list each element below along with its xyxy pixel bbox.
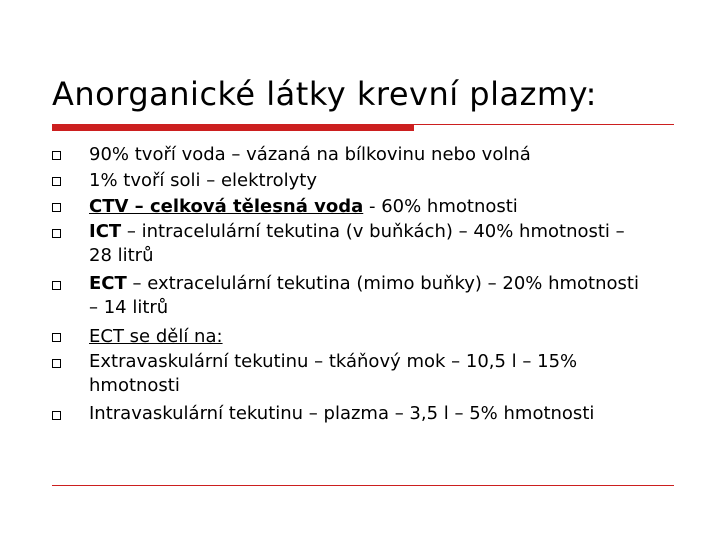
term-ect: ECT (89, 273, 127, 294)
square-bullet-icon (52, 281, 61, 290)
square-bullet-icon (52, 359, 61, 368)
list-item-text: Intravaskulární tekutinu – plazma – 3,5 l – 5% hmotnosti (89, 403, 595, 424)
square-bullet-icon (52, 229, 61, 238)
list-item-text (89, 194, 649, 220)
square-bullet-icon (52, 203, 61, 212)
term-ctv-description: - 60% hmotnosti (363, 196, 518, 217)
square-bullet-icon (52, 411, 61, 420)
square-bullet-icon (52, 151, 61, 160)
square-bullet-icon (52, 333, 61, 342)
list-item-text: ECT se dělí na: (89, 326, 223, 347)
list-item-text: Extravaskulární tekutinu – tkáňový mok – 10,5 l – 15% hmotnosti (89, 351, 578, 396)
list-item-text: 1% tvoří soli – elektrolyty (89, 170, 317, 191)
list-item-text: 90% tvoří voda – vázaná na bílkovinu nebo volná (89, 144, 531, 165)
term-ict-description: – intracelulární tekutina (v buňkách) – 40% hmotnosti – 28 litrů (89, 221, 625, 266)
term-ict: ICT (89, 221, 122, 242)
term-ctv: CTV – celková tělesná voda (89, 196, 364, 217)
footer-divider (52, 485, 674, 486)
list-item-text (89, 272, 649, 320)
square-bullet-icon (52, 177, 61, 186)
term-ect-description: – extracelulární tekutina (mimo buňky) – 20% hmotnosti – 14 litrů (89, 273, 639, 318)
slide-title: Anorganické látky krevní plazmy: (52, 75, 597, 113)
title-divider-accent (52, 124, 414, 131)
list-item-text (89, 220, 649, 268)
